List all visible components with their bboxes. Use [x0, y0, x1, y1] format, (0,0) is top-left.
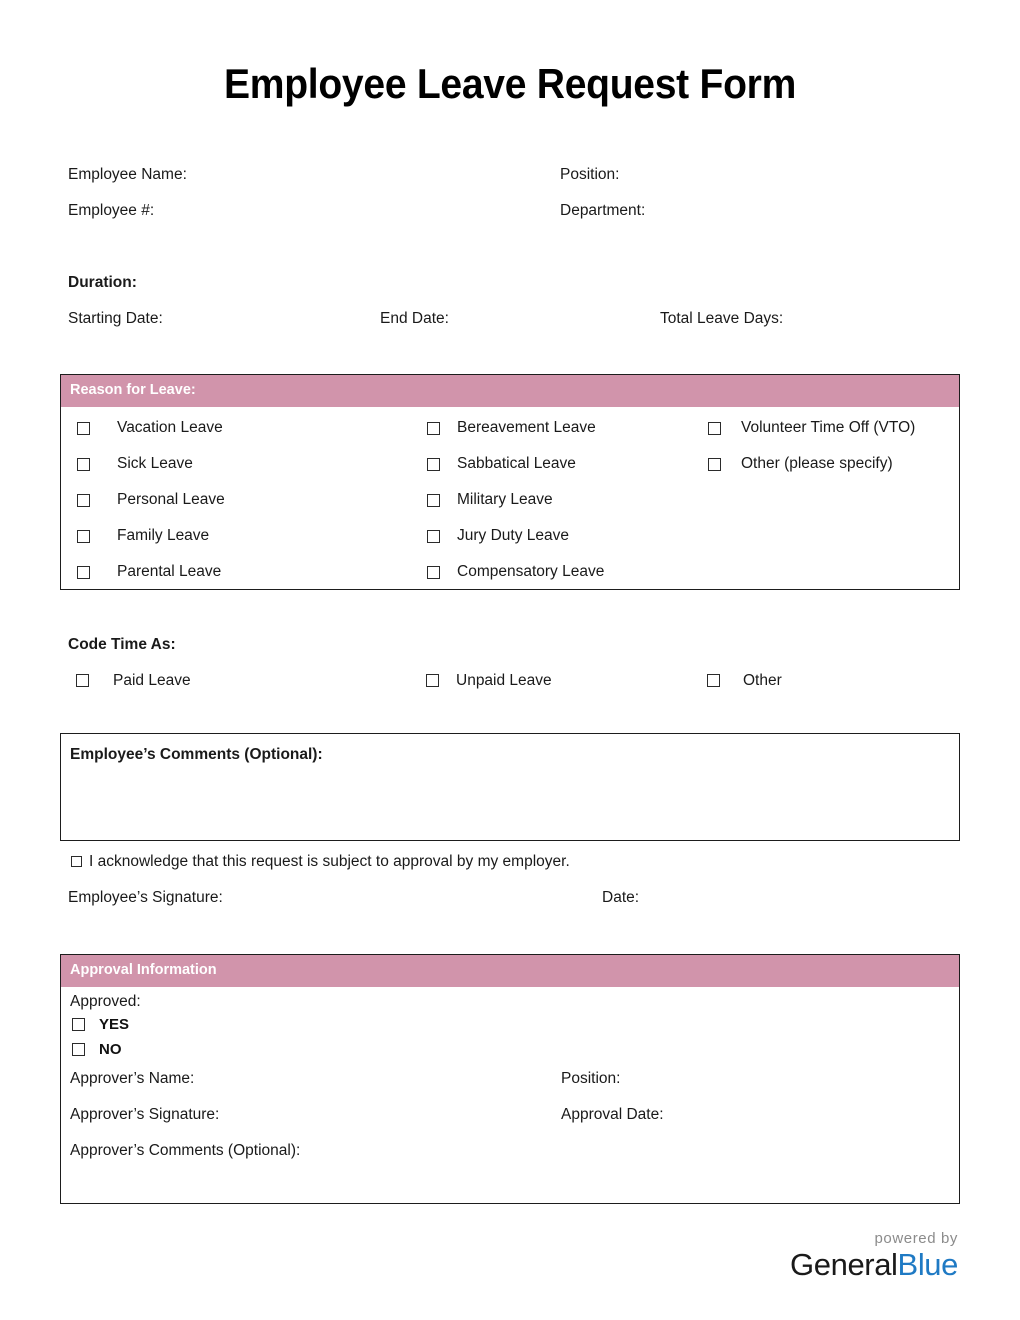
approver-comments-label: Approver’s Comments (Optional): [70, 1142, 301, 1159]
checkbox-military-leave[interactable] [427, 494, 440, 507]
label-volunteer-time-off: Volunteer Time Off (VTO) [741, 419, 916, 436]
approved-label: Approved: [70, 993, 141, 1010]
label-vacation-leave: Vacation Leave [117, 419, 223, 436]
brand-general: General [790, 1247, 898, 1282]
acknowledgement-row[interactable] [71, 853, 570, 871]
checkbox-bereavement-leave[interactable] [427, 422, 440, 435]
page-title: Employee Leave Request Form [223, 60, 797, 107]
label-military-leave: Military Leave [457, 491, 553, 508]
checkbox-other-reason[interactable] [708, 458, 721, 471]
checkbox-personal-leave[interactable] [77, 494, 90, 507]
label-unpaid-leave: Unpaid Leave [456, 672, 552, 689]
reason-for-leave-section [60, 374, 960, 590]
label-personal-leave: Personal Leave [117, 491, 225, 508]
checkbox-approved-yes[interactable] [72, 1018, 85, 1031]
checkbox-approved-no[interactable] [72, 1043, 85, 1056]
checkbox-acknowledgement[interactable] [71, 856, 82, 867]
employee-comments-heading: Employee’s Comments (Optional): [70, 746, 323, 763]
reason-for-leave-heading: Reason for Leave: [70, 382, 196, 398]
approval-information-header-bar [61, 955, 959, 987]
code-time-as-heading: Code Time As: [68, 636, 176, 653]
label-approved-no: NO [99, 1041, 122, 1058]
employee-number-label: Employee #: [68, 202, 155, 219]
checkbox-volunteer-time-off[interactable] [708, 422, 721, 435]
label-sick-leave: Sick Leave [117, 455, 193, 472]
checkbox-jury-duty-leave[interactable] [427, 530, 440, 543]
approver-signature-label: Approver’s Signature: [70, 1106, 220, 1123]
checkbox-vacation-leave[interactable] [77, 422, 90, 435]
checkbox-compensatory-leave[interactable] [427, 566, 440, 579]
reason-for-leave-header-bar [61, 375, 959, 407]
label-jury-duty-leave: Jury Duty Leave [457, 527, 569, 544]
label-family-leave: Family Leave [117, 527, 210, 544]
label-approved-yes: YES [99, 1016, 130, 1033]
generalblue-logo [790, 1230, 958, 1282]
label-sabbatical-leave: Sabbatical Leave [457, 455, 576, 472]
employee-comments-box[interactable] [60, 733, 960, 841]
approval-information-heading: Approval Information [70, 962, 217, 978]
checkbox-parental-leave[interactable] [77, 566, 90, 579]
label-paid-leave: Paid Leave [113, 672, 191, 689]
starting-date-label: Starting Date: [68, 310, 163, 327]
label-parental-leave: Parental Leave [117, 563, 222, 580]
approval-date-label: Approval Date: [561, 1106, 664, 1123]
label-compensatory-leave: Compensatory Leave [457, 563, 605, 580]
employee-signature-label: Employee’s Signature: [68, 889, 223, 906]
employee-name-label: Employee Name: [68, 166, 187, 183]
label-other-code-time: Other [743, 672, 782, 689]
label-bereavement-leave: Bereavement Leave [457, 419, 596, 436]
total-leave-days-label: Total Leave Days: [660, 310, 784, 327]
approval-information-section [60, 954, 960, 1204]
acknowledgement-text: I acknowledge that this request is subject to approval by my employer. [89, 853, 570, 870]
department-label: Department: [560, 202, 646, 219]
position-label: Position: [560, 166, 620, 183]
checkbox-family-leave[interactable] [77, 530, 90, 543]
brand-blue: Blue [897, 1247, 958, 1282]
approver-name-label: Approver’s Name: [70, 1070, 195, 1087]
checkbox-sabbatical-leave[interactable] [427, 458, 440, 471]
powered-by-text: powered by [874, 1230, 958, 1247]
checkbox-sick-leave[interactable] [77, 458, 90, 471]
signature-date-label: Date: [602, 889, 640, 906]
checkbox-unpaid-leave[interactable] [426, 674, 439, 687]
end-date-label: End Date: [380, 310, 449, 327]
checkbox-other-code-time[interactable] [707, 674, 720, 687]
checkbox-paid-leave[interactable] [76, 674, 89, 687]
approver-position-label: Position: [561, 1070, 621, 1087]
duration-heading: Duration: [68, 274, 137, 291]
brand-name [790, 1248, 958, 1282]
label-other-reason: Other (please specify) [741, 455, 893, 472]
